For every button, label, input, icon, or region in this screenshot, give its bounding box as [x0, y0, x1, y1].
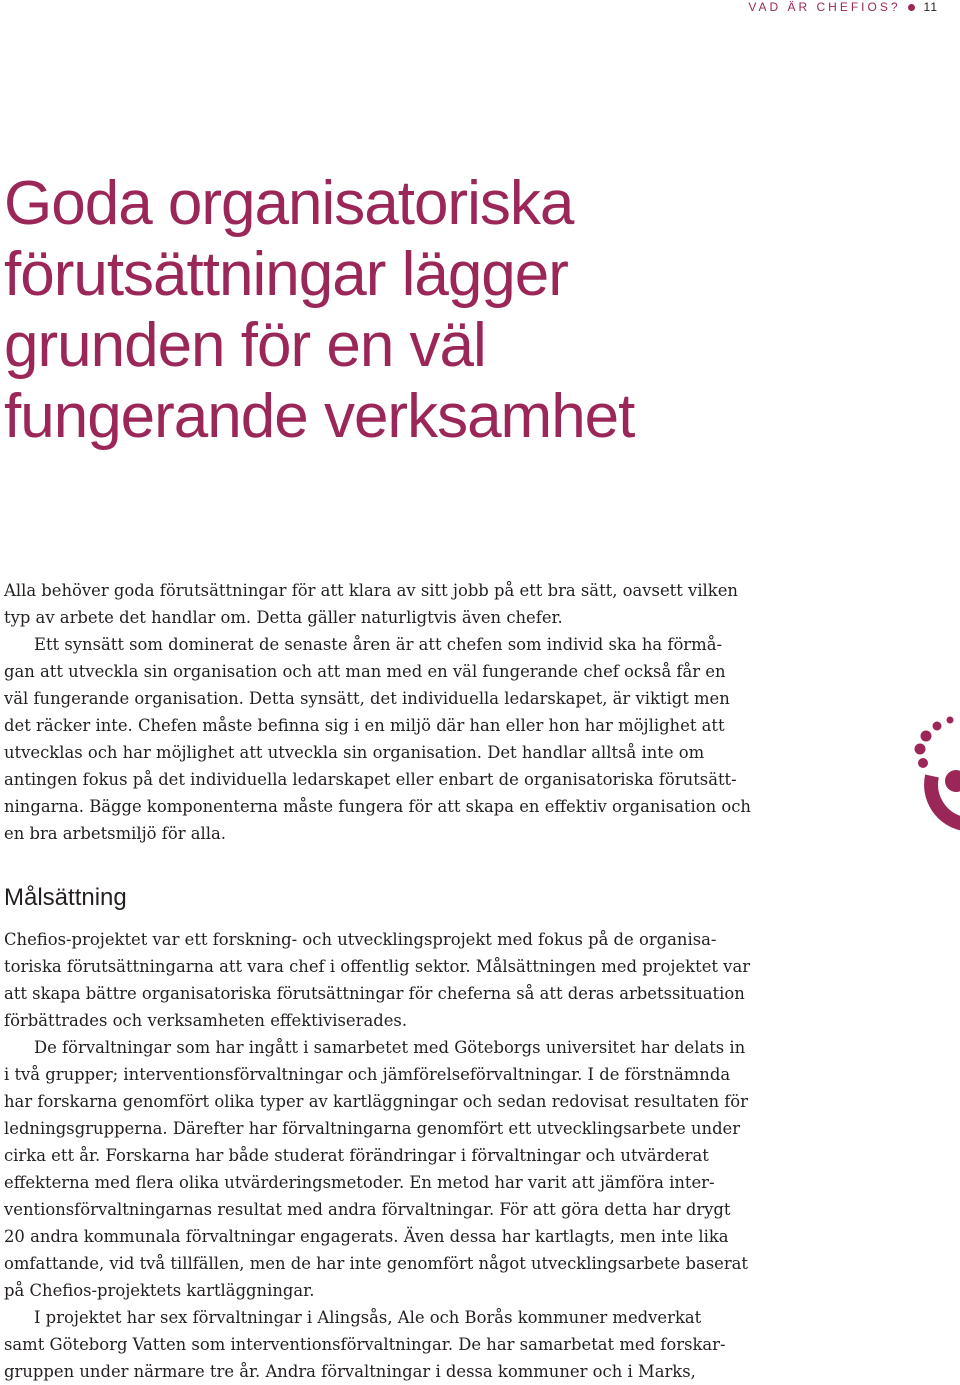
- text-line: ventionsförvaltningarnas resultat med andra förvaltningar. För att göra detta har drygt: [4, 1200, 731, 1219]
- text-line: förbättrades och verksamheten effektiviserades.: [4, 1011, 408, 1030]
- text-line: antingen fokus på det individuella ledarskapet eller enbart de organisatoriska förutsätt-: [4, 770, 737, 789]
- page-title: [4, 168, 724, 452]
- text-line: Alla behöver goda förutsättningar för att klara av sitt jobb på ett bra sätt, oavsett vilken: [4, 581, 738, 600]
- bullet-dot-icon: [908, 4, 915, 11]
- title-line: fungerande verksamhet: [4, 382, 635, 451]
- section-label: VAD ÄR CHEFIOS?: [748, 0, 901, 14]
- text-line: i två grupper; interventionsförvaltningar och jämförelseförvaltningar. I de förstnämnda: [4, 1065, 731, 1084]
- chefios-logo-icon: [890, 716, 960, 836]
- text-line: det räcker inte. Chefen måste befinna sig i en miljö där han eller hon har möjlighet att: [4, 716, 725, 735]
- text-line: har forskarna genomfört olika typer av kartläggningar och sedan redovisat resultaten för: [4, 1092, 748, 1111]
- text-line: typ av arbete det handlar om. Detta gäller naturligtvis även chefer.: [4, 608, 563, 627]
- page-number: 11: [923, 0, 938, 14]
- text-line: att skapa bättre organisatoriska förutsättningar för cheferna så att deras arbetssituation: [4, 984, 745, 1003]
- text-line: effekterna med flera olika utvärderingsmetoder. En metod har varit att jämföra inter-: [4, 1173, 715, 1192]
- text-line: gan att utveckla sin organisation och att man med en väl fungerande chef också får en: [4, 662, 726, 681]
- section-paragraphs: [4, 926, 784, 1385]
- text-line: Chefios-projektet var ett forskning- och utvecklingsprojekt med fokus på de organisa-: [4, 930, 717, 949]
- text-line: samt Göteborg Vatten som interventionsförvaltningar. De har samarbetat med forskar-: [4, 1335, 726, 1354]
- text-line: 20 andra kommunala förvaltningar engagerats. Även dessa har kartlagts, men inte lika: [4, 1227, 729, 1246]
- text-line: ningarna. Bägge komponenterna måste fungera för att skapa en effektiv organisation och: [4, 797, 751, 816]
- section-heading: Målsättning: [4, 884, 127, 911]
- text-line: Ett synsätt som dominerat de senaste åren är att chefen som individ ska ha förmå-: [34, 635, 722, 654]
- text-line: ledningsgrupperna. Därefter har förvaltningarna genomfört ett utvecklingsarbete under: [4, 1119, 741, 1138]
- text-line: De förvaltningar som har ingått i samarbetet med Göteborgs universitet har delats in: [34, 1038, 746, 1057]
- intro-paragraphs: [4, 577, 784, 847]
- text-line: väl fungerande organisation. Detta synsätt, det individuella ledarskapet, är viktigt men: [4, 689, 730, 708]
- text-line: cirka ett år. Forskarna har både studerat förändringar i förvaltningar och utvärderat: [4, 1146, 709, 1165]
- running-header: [748, 0, 938, 14]
- text-line: en bra arbetsmiljö för alla.: [4, 824, 226, 843]
- text-line: toriska förutsättningarna att vara chef i offentlig sektor. Målsättningen med projektet var: [4, 957, 751, 976]
- text-line: utvecklas och har möjlighet att utveckla sin organisation. Det handlar alltså inte om: [4, 743, 705, 762]
- title-line: grunden för en väl: [4, 311, 486, 380]
- text-line: I projektet har sex förvaltningar i Alingsås, Ale och Borås kommuner medverkat: [34, 1308, 702, 1327]
- text-line: omfattande, vid två tillfällen, men de har inte genomfört något utvecklingsarbete baserat: [4, 1254, 749, 1273]
- text-line: på Chefios-projektets kartläggningar.: [4, 1281, 315, 1300]
- title-line: förutsättningar lägger: [4, 240, 568, 309]
- title-line: Goda organisatoriska: [4, 169, 574, 238]
- text-line: gruppen under närmare tre år. Andra förvaltningar i dessa kommuner och i Marks,: [4, 1362, 696, 1381]
